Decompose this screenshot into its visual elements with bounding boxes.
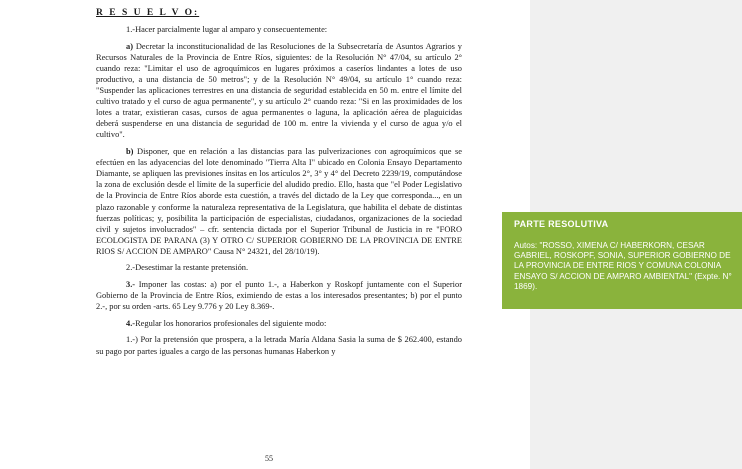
- paragraph-a-label: a): [126, 41, 133, 51]
- paragraph-5: 1.-) Por la pretensión que prospera, a la letrada María Aldana Sasia la suma de $ 262.400, estando su pago por partes iguales a cargo de las personas humanas Haberkon y: [96, 335, 462, 356]
- paragraph-4: [96, 318, 462, 329]
- paragraph-a-text: Decretar la inconstitucionalidad de las Resoluciones de la Subsecretaría de Asuntos Agrarios y Recursos Naturales de la Provincia de Entre Ríos, siguientes: de la Resolución N° 47/04, su artículo 2° cuando reza: "Limitar el uso de agroquímicos en lugares próximos a caseríos lindantes a lotes de uso productivo, a una distancia de 50 metros"; y de la Resolución N° 49/04, su artículo 1° cuando reza: "Suspender las aplicaciones terrestres en una distancia de seguridad establecida en 50 m. entre el límite del cultivo tratado y el curso de agua permanente", y su artículo 2° cuando reza: "Si en las proximidades de los lotes a tratar, existieran casas, cursos de agua permanentes o laguna, la aplicación aérea de plaguicidas deberá suspenderse en una distancia de seguridad de 100 m. entre la vivienda y el curso de agua y/o el cultivo".: [96, 41, 462, 140]
- paragraph-b-text: Disponer, que en relación a las distancias para las pulverizaciones con agroquímicos que se efectúen en las adyacencias del lote denominado "Tierra Alta I" ubicado en Colonia Ensayo Departamento Diamante, se apliquen las previsiones ínsitas en los artículos 2°, 3° y 4° del Decreto 2239/19, computándose la zona de exclusión desde el límite de la superficie del aludido predio. Ello, hasta que "el Poder Legislativo de la Provincia de Entre Ríos aborde esta cuestión, a través del dictado de la Ley que corresponda..., en un plazo razonable y conforme la naturaleza representativa de la Legislatura, que habilita el debate de distintas fuerzas políticas; y, posibilita la participación de especialistas, ciudadanos, organizaciones de la sociedad civil y sujetos involucrados" – cfr. sentencia dictada por el Superior Tribunal de Justicia in re "FORO ECOLOGISTA DE PARANA (3) Y OTRO C/ SUPERIOR GOBIERNO DE LA PROVINCIA DE ENTRE RIOS S/ ACCION DE AMPARO" Causa N° 24321, del 28/10/19).: [96, 147, 462, 256]
- paragraph-b-label: b): [126, 147, 134, 157]
- sidebar-panel: [502, 212, 742, 309]
- page-number: 55: [265, 454, 273, 463]
- paragraph-4-text: Regular los honorarios profesionales del siguiente modo:: [135, 318, 327, 328]
- paragraph-a: [96, 41, 462, 141]
- paragraph-4-label: 4.-: [126, 318, 136, 328]
- document-text: [96, 8, 462, 362]
- document-heading: R E S U E L V O:: [96, 8, 200, 18]
- paragraph-2: 2.-Desestimar la restante pretensión.: [126, 263, 249, 273]
- sidebar-body: Autos: "ROSSO, XIMENA C/ HABERKORN, CESAR GABRIEL, ROSKOPF, SONIA, SUPERIOR GOBIERNO DE LA PROVINCIA DE ENTRE RIOS Y COMUNA COLONIA ENSAYO S/ ACCION DE AMPARO AMBIENTAL" (Expte. N° 1869).: [514, 241, 732, 291]
- paragraph-3-label: 3.-: [126, 280, 136, 290]
- paragraph-3: [96, 279, 462, 312]
- sidebar-title: PARTE RESOLUTIVA: [514, 219, 609, 229]
- paragraph-1: 1.-Hacer parcialmente lugar al amparo y consecuentemente:: [126, 25, 328, 35]
- paragraph-3-text: Imponer las costas: a) por el punto 1.-, a Haberkon y Roskopf juntamente con el Superior Gobierno de la Provincia de Entre Ríos, eximiendo de estas a los interesados presentantes; b) por el punto 2.-, por su orden -arts. 65 Ley 9.776 y 20 Ley 8.369-.: [96, 280, 462, 312]
- paragraph-b: [96, 146, 462, 257]
